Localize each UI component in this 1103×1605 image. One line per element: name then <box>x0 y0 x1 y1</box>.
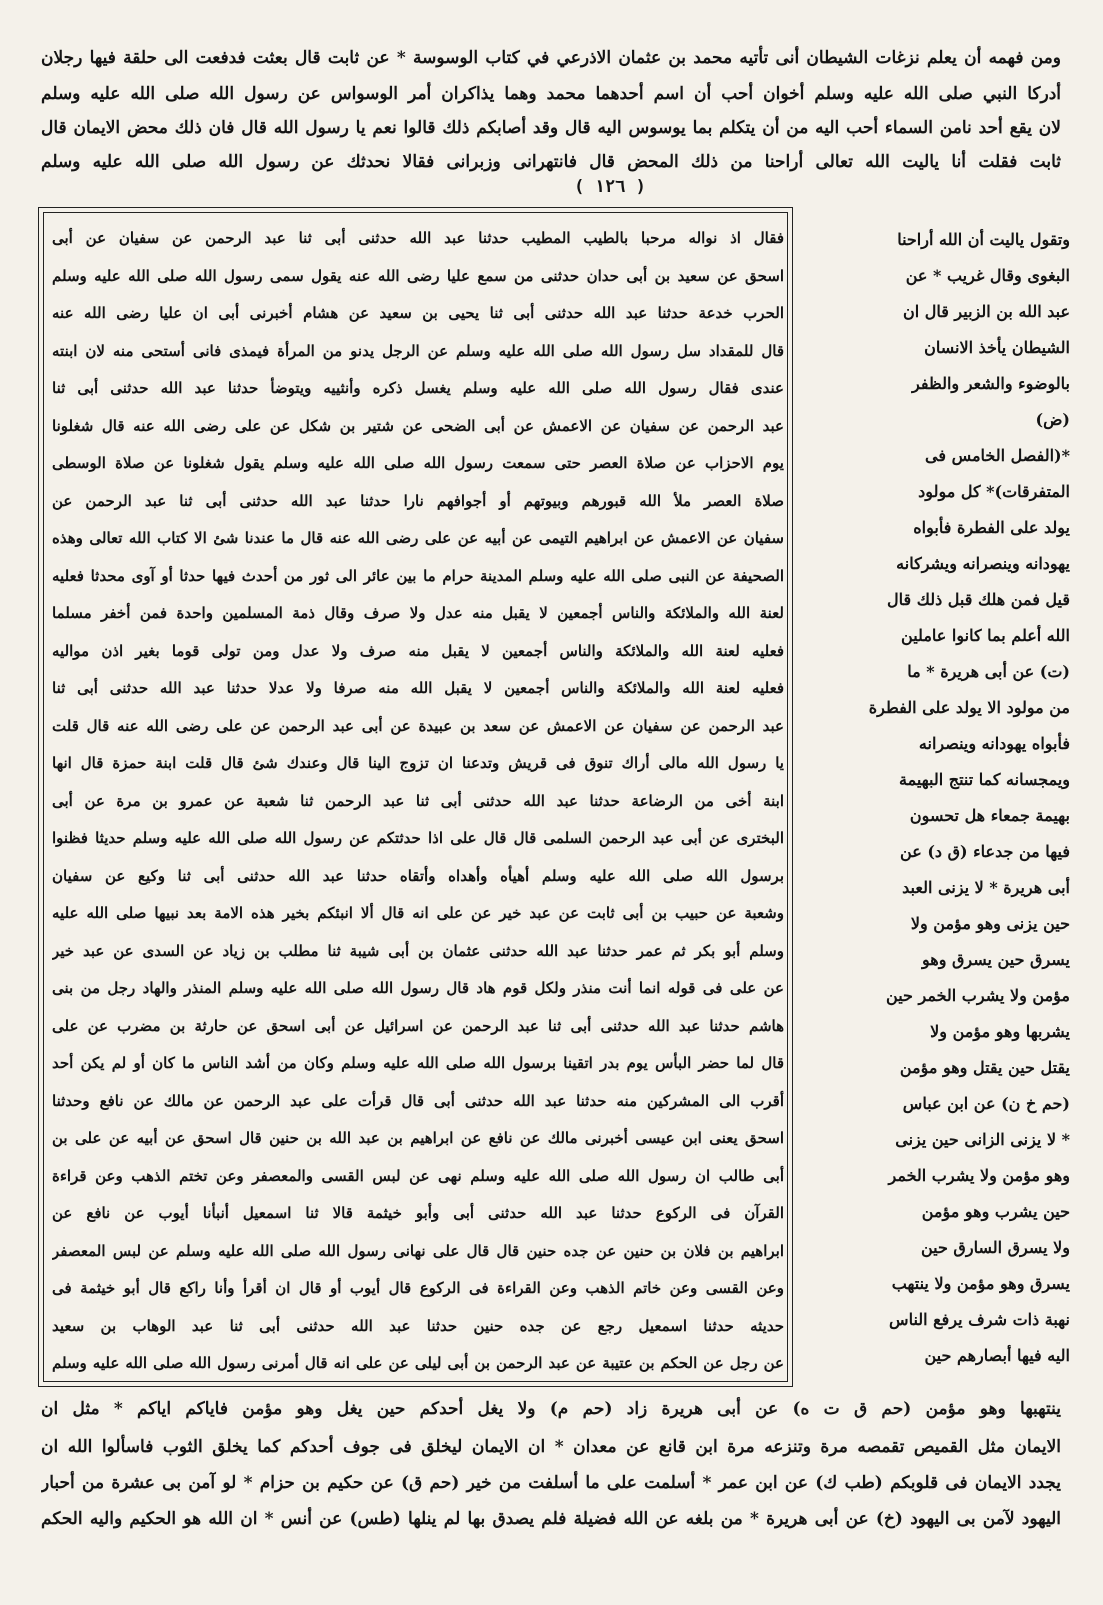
bottom-line: اليهود لآمن بى اليهود (خ) عن أبى هريرة * من بلغه عن الله فضيلة فلم يصدق بها لم ينلها (طس) عن أنس * ان الله هو الحكيم واليه الحكم <box>41 1509 1061 1529</box>
main-line: وشعبة عن حبيب بن أبى ثابت عن عبد خير عن على انه قال ألا انبئكم بخير هذه الامة بعد نبيها صلى الله عليه <box>52 904 784 922</box>
main-line: وعن القسى وعن خاتم الذهب وعن القراءة فى الركوع قال أيوب أو قال ان أقرأ وأنا راكع قال أبو خيثمة فى <box>52 1279 784 1297</box>
side-line: يسرق حين يسرق وهو <box>922 950 1070 969</box>
main-line: ابنة أخى من الرضاعة حدثنا عبد الله حدثنى أبى ثنا عبد الرحمن ثنا شعبة عن عمرو بن مرة عن أبى <box>52 791 784 810</box>
main-line: عندى فقال رسول الله صلى الله عليه وسلم يغسل ذكره وأنثييه ويتوضأ حدثنا عبد الله حدثنى أبى ثنا <box>52 379 784 397</box>
side-line: عبد الله بن الزبير قال ان <box>902 302 1070 321</box>
side-line: *(الفصل الخامس فى <box>925 446 1070 465</box>
bottom-line: ينتهبها وهو مؤمن (حم ق ت ه) عن أبى هريرة زاد (حم م) ولا يغل أحدكم حين يغل وهو مؤمن فاياكم اياكم * مثل ان <box>41 1399 1061 1419</box>
side-line: بهيمة جمعاء هل تحسون <box>909 806 1070 825</box>
main-line: هاشم حدثنا عبد الله حدثنى أبى ثنا عبد الرحمن عن اسرائيل عن أبى اسحق عن حارثة بن مضرب عن على <box>52 1016 784 1035</box>
side-line: يولد على الفطرة فأبواه <box>913 518 1070 537</box>
main-line: يوم الاحزاب عن صلاة العصر حتى سمعت رسول الله صلى الله عليه وسلم يقول شغلونا عن صلاة الوسطى <box>52 454 784 472</box>
side-line: بالوضوء والشعر والظفر <box>912 374 1070 393</box>
side-line: الشيطان يأخذ الانسان <box>924 338 1070 357</box>
top-line: لان يقع أحد نامن السماء أحب اليه من أن يتكلم بما يوسوس اليه قال وقد أصابكم ذلك قالوا نعم يا رسول الله قال فان ذلك محض الايمان قال <box>41 118 1061 138</box>
side-line: أبى هريرة * لا يزنى العبد <box>902 878 1070 897</box>
side-line: يهودانه وينصرانه ويشركانه <box>896 554 1070 573</box>
top-line: أدركا النبي صلى الله عليه وسلم أخوان أحب أن اسم أحدهما محمد وهما يذاكران أمر الوسواس عن رسول الله صلى الله عليه وسلم <box>41 84 1061 104</box>
side-line: فيها من جدعاء (ق د) عن <box>900 842 1070 861</box>
side-line: وتقول ياليت أن الله أراحنا <box>897 230 1070 249</box>
main-line: اسحق عن سعيد بن أبى حدان حدثنى من سمع عليا رضى الله عنه يقول سمى رسول الله صلى الله عليه وسلم <box>52 266 784 285</box>
main-line: حديثه حدثنا اسمعيل رجع عن جده حنين حدثنا عبد الله حدثنى أبى ثنا عبد الوهاب بن سعيد <box>52 1316 784 1335</box>
main-line: القرآن فى الركوع حدثنا عبد الله حدثنى أبى وأبو خيثمة قالا ثنا اسمعيل أنبأنا أيوب عن نافع عن <box>52 1204 784 1222</box>
main-line: وسلم أبو بكر ثم عمر حدثنا عبد الله حدثنى عثمان بن أبى شيبة ثنا مطلب بن زياد عن السدى عن عبد خير <box>52 941 784 960</box>
side-line: الله أعلم بما كانوا عاملين <box>901 626 1070 645</box>
bottom-line: الايمان مثل القميص تقمصه مرة وتنزعه مرة ابن قانع عن معدان * ان الايمان ليخلق فى جوف أحدكم كما يخلق الثوب فاسألوا الله ان <box>41 1437 1061 1457</box>
side-line: * لا يزنى الزانى حين يزنى <box>895 1130 1070 1149</box>
main-line: أبى طالب ان رسول الله صلى الله عليه وسلم نهى عن لبس القسى والمعصفر وعن تختم الذهب وعن قراءة <box>52 1166 784 1185</box>
side-line: المتفرقات)* كل مولود <box>918 482 1070 501</box>
side-line: قيل فمن هلك قبل ذلك قال <box>887 590 1070 609</box>
side-line: مؤمن ولا يشرب الخمر حين <box>886 986 1070 1005</box>
main-line: سفيان عن الاعمش عن ابراهيم التيمى عن أبيه عن على رضى الله عنه قال ما عندنا شئ الا كتاب الله تعالى وهذه <box>52 529 784 547</box>
side-line: من مولود الا يولد على الفطرة <box>868 698 1070 717</box>
main-line: ابراهيم بن فلان بن حنين عن جده حنين قال قال على نهانى رسول الله صلى الله عليه وسلم عن لبس المعصفر <box>52 1241 784 1260</box>
main-line: قال للمقداد سل رسول الله صلى الله عليه وسلم عن الرجل يدنو من المرأة فيمذى فانى أستحى منه لان ابنته <box>52 341 784 360</box>
side-line: يشربها وهو مؤمن ولا <box>930 1022 1070 1041</box>
side-line: فأبواه يهودانه وينصرانه <box>918 734 1070 753</box>
side-line: (حم خ ن) عن ابن عباس <box>902 1094 1070 1113</box>
main-line: فعليه لعنة الله والملائكة والناس أجمعين لا يقبل منه صرف ولا عدل ومن تولى قوما بغير اذن مواليه <box>52 641 784 660</box>
bottom-line: يجدد الايمان فى قلوبكم (طب ك) عن ابن عمر * أسلمت على ما أسلفت من خير (حم ق) عن حكيم بن حزام * لو آمن بى عشرة من أحبار <box>41 1473 1061 1493</box>
main-line: صلاة العصر ملأ الله قبورهم وبيوتهم أو أجوافهم نارا حدثنا عبد الله حدثنى أبى ثنا عبد الرحمن عن <box>52 491 784 510</box>
side-line: (ض) <box>1035 410 1070 429</box>
top-line: ومن فهمه أن يعلم نزغات الشيطان أنى تأتيه محمد بن عثمان الاذرعي في كتاب الوسوسة * عن ثابت قال بعثت فدفعت الى حلقة فيها رجلان <box>41 48 1061 68</box>
side-line: ولا يسرق السارق حين <box>920 1238 1070 1257</box>
side-line: البغوى وقال غريب * عن <box>905 266 1070 285</box>
main-line: برسول الله صلى الله عليه وسلم أهيأه وأهداه وأتقاه حدثنا عبد الله حدثنى أبى ثنا وكيع عن سفيان <box>52 866 784 885</box>
side-line: ويمجسانه كما تنتج البهيمة <box>898 770 1070 789</box>
side-line: نهبة ذات شرف يرفع الناس <box>889 1310 1070 1329</box>
main-line: عن رجل عن الحكم بن عتيبة عن عبد الرحمن بن أبى ليلى عن على انه قال أمرنى رسول الله صلى الله عليه وسلم <box>52 1354 784 1372</box>
side-line: حين يشرب وهو مؤمن <box>921 1202 1070 1221</box>
main-line: يا رسول الله مالى أراك تنوق فى قريش وتدعنا ان تزوج الينا قال وعندك شئ قال قلت ابنة حمزة قال انها <box>52 754 784 772</box>
side-line: حين يزنى وهو مؤمن ولا <box>910 914 1070 933</box>
main-line: فقال اذ نواله مرحبا بالطيب المطيب حدثنا عبد الله حدثنى أبى ثنا عبد الرحمن عن سفيان عن أبى <box>52 229 784 247</box>
main-line: أقرب الى المشركين منه حدثنا عبد الله حدثنى أبى قال قرأت على عبد الرحمن عن مالك عن نافع وحدثنا <box>52 1091 784 1110</box>
side-line: يقتل حين يقتل وهو مؤمن <box>899 1058 1070 1077</box>
main-line: عبد الرحمن عن سفيان عن الاعمش عن أبى الضحى عن شتير بن شكل عن على رضى الله عنه قال شغلونا <box>52 416 784 435</box>
top-line: ثابت فقلت أنا ياليت الله تعالى أراحنا من ذلك المحض قال فانتهرانى وزبرانى فقالا نحدثك عن رسول الله صلى الله عليه وسلم <box>41 152 1061 172</box>
main-line: الحرب خدعة حدثنا عبد الله حدثنى أبى ثنا يحيى بن سعيد عن هشام أخبرنى أبى ان عليا رضى الله عنه <box>52 304 784 322</box>
main-line: الصحيفة عن النبى صلى الله عليه وسلم المدينة حرام ما بين عائر الى ثور من أحدث فيها حدثا أو آوى محدثا فعليه <box>52 566 784 585</box>
page-number: ( ١٢٦ ) <box>574 177 646 197</box>
main-line: فعليه لعنة الله والملائكة والناس أجمعين لا يقبل الله منه صرفا ولا عدلا حدثنا عبد الله حدثنى أبى ثنا <box>52 679 784 697</box>
main-line: قال لما حضر البأس يوم بدر اتقينا برسول الله صلى الله عليه وسلم وكان من أشد الناس ما كان أو لم يكن أحد <box>52 1054 784 1072</box>
main-line: عن على فى قوله انما أنت منذر ولكل قوم هاد قال رسول الله صلى الله عليه وسلم المنذر والهاد رجل من بنى <box>52 979 784 997</box>
main-line: اسحق يعنى ابن عيسى أخبرنى مالك عن نافع عن ابراهيم بن عبد الله بن حنين قال اسحق عن أبيه عن على بن <box>52 1129 784 1147</box>
side-line: (ت) عن أبى هريرة * ما <box>907 662 1070 681</box>
side-line: وهو مؤمن ولا يشرب الخمر <box>888 1166 1070 1185</box>
side-line: اليه فيها أبصارهم حين <box>924 1346 1070 1365</box>
main-line: البخترى عن أبى عبد الرحمن السلمى قال قال على اذا حدثتكم عن رسول الله صلى الله عليه وسلم حديثا فظنوا <box>52 829 784 847</box>
main-line: لعنة الله والملائكة والناس أجمعين لا يقبل منه عدل ولا صرف وقال ذمة المسلمين واحدة فمن أخفر مسلما <box>52 604 784 622</box>
side-line: يسرق وهو مؤمن ولا ينتهب <box>891 1274 1070 1293</box>
main-line: عبد الرحمن عن سفيان عن الاعمش عن سعد بن عبيدة عن أبى عبد الرحمن عن على رضى الله عنه قال قلت <box>52 716 784 735</box>
